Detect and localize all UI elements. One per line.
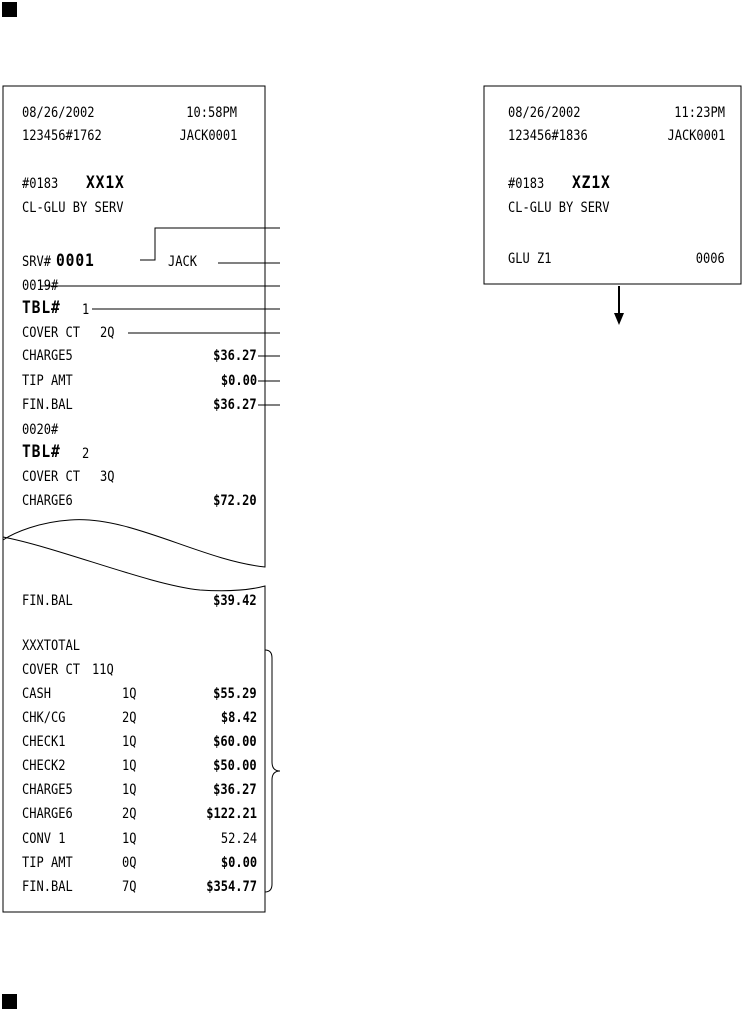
row-count: 1Q [122,782,137,798]
charge5-label: CHARGE5 [22,348,73,364]
cover-label-1: COVER CT [22,325,80,341]
cover-label: COVER CT [22,662,80,678]
finbal-amount: $36.27 [213,397,257,413]
row-amount: $60.00 [213,734,257,750]
charge6-amount: $72.20 [213,493,257,509]
row-amount: $8.42 [220,710,257,726]
report-title: CL-GLU BY SERV [22,200,124,216]
srv-code: 0001 [56,251,95,271]
consecutive-number: #0183 [508,176,545,192]
charge5-amount: $36.27 [213,348,257,364]
row-count: 2Q [122,710,137,726]
row-label: CHARGE6 [22,806,73,822]
time: 11:23PM [674,105,725,121]
mode-mark: XX1X [86,173,125,193]
row-count: 2Q [122,806,137,822]
footer-count: 0006 [696,251,725,267]
row-count: 7Q [122,879,137,895]
cover-value-1: 2Q [100,325,115,341]
row-count: 1Q [122,831,137,847]
totals-bracket [265,650,280,892]
row-amount: $50.00 [213,758,257,774]
row-label: CASH [22,686,51,702]
charge6-label: CHARGE6 [22,493,73,509]
down-arrow-head [614,313,624,325]
row-count: 1Q [122,686,137,702]
row-count: 1Q [122,734,137,750]
cover-value: 11Q [92,662,114,678]
report-title: CL-GLU BY SERV [508,200,610,216]
machine-number: 123456#1762 [22,128,102,144]
check-number-1: 0019# [22,278,59,294]
tip-amount: $0.00 [220,373,257,389]
row-amount: $354.77 [206,879,257,895]
finbal-amount: $39.42 [213,593,257,609]
row-amount: 52.24 [220,831,257,847]
machine-number: 123456#1836 [508,128,588,144]
row-label: CHARGE5 [22,782,73,798]
table-number-2: 2 [82,446,90,462]
srv-name: JACK [168,254,197,270]
date: 08/26/2002 [22,105,95,121]
footer-label: GLU Z1 [508,251,552,267]
check-number-2: 0020# [22,422,59,438]
mode-mark: XZ1X [572,173,611,193]
row-label: FIN.BAL [22,879,73,895]
finbal-label: FIN.BAL [22,397,73,413]
row-label: CHECK1 [22,734,66,750]
table-number-1: 1 [82,302,90,318]
row-label: CONV 1 [22,831,66,847]
clerk-code: JACK0001 [667,128,725,144]
row-amount: $122.21 [206,806,257,822]
row-label: CHK/CG [22,710,66,726]
date: 08/26/2002 [508,105,581,121]
total-title: XXXTOTAL [22,638,80,654]
tip-label: TIP AMT [22,373,73,389]
time: 10:58PM [186,105,237,121]
row-label: TIP AMT [22,855,73,871]
row-amount: $36.27 [213,782,257,798]
cover-label-2: COVER CT [22,469,80,485]
row-count: 1Q [122,758,137,774]
srv-prefix: SRV# [22,254,51,270]
callout-srv-code [140,228,280,260]
cover-value-2: 3Q [100,469,115,485]
table-label-1: TBL# [22,298,61,318]
row-amount: $55.29 [213,686,257,702]
finbal-label: FIN.BAL [22,593,73,609]
clerk-code: JACK0001 [179,128,237,144]
consecutive-number: #0183 [22,176,59,192]
table-label-2: TBL# [22,442,61,462]
row-amount: $0.00 [220,855,257,871]
row-label: CHECK2 [22,758,66,774]
row-count: 0Q [122,855,137,871]
